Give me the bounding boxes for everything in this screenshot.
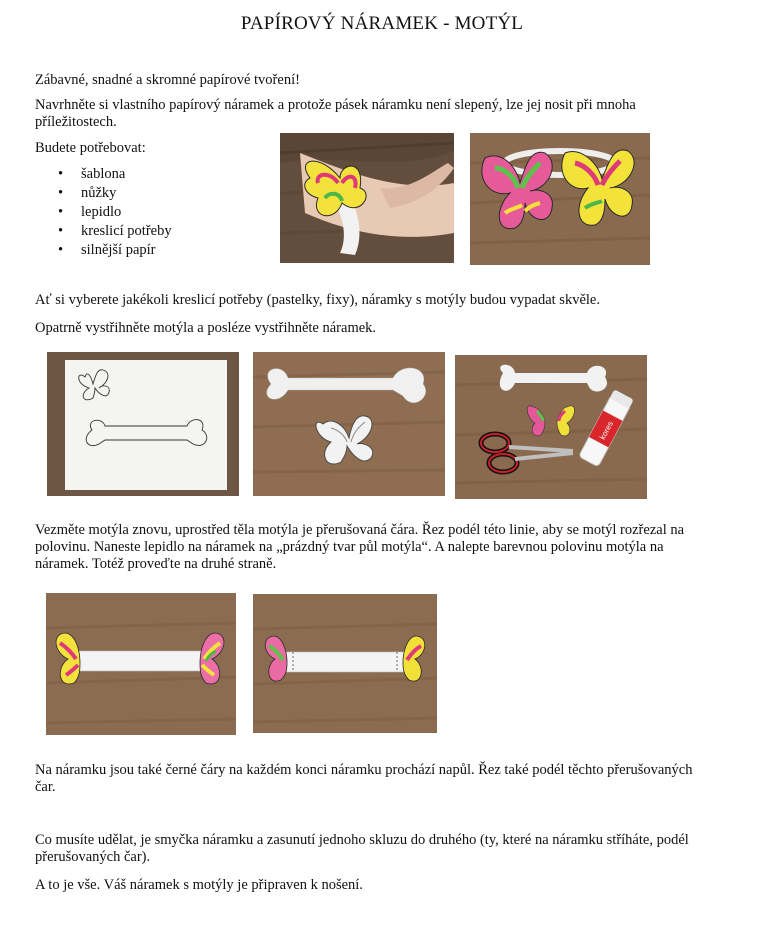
photo-tools-and-halves (455, 355, 647, 499)
list-item: • silnější papír (35, 241, 172, 260)
step-1-text: Ať si vyberete jakékoli kreslicí potřeby (pastelky, fixy), náramky s motýly budou vypadat skvěle. (35, 292, 600, 308)
list-item: • lepidlo (35, 203, 172, 222)
list-item: • nůžky (35, 184, 172, 203)
step-4-text: Na náramku jsou také černé čáry na každém konci náramku prochází napůl. Řez také podél těchto přerušovaných čar. (35, 762, 693, 795)
needs-list (35, 165, 172, 260)
photo-halves-glued-front (46, 593, 236, 735)
photo-bracelet-on-wrist (280, 133, 454, 263)
intro-line-1: Zábavné, snadné a skromné papírové tvoření! (35, 72, 300, 88)
step-5-text: Co musíte udělat, je smyčka náramku a zasunutí jednoho skluzu do druhého (ty, které na náramku stříháte, podél přerušovaných čar). (35, 832, 689, 865)
needs-label: Budete potřebovat: (35, 140, 146, 156)
photo-halves-glued-back (253, 594, 437, 733)
list-item: • kreslicí potřeby (35, 222, 172, 241)
glue-brand-label: kores (598, 419, 616, 442)
intro-line-2: Navrhněte si vlastního papírový náramek a protože pásek náramku není slepený, lze jej nosit při mnoha příležitostech. (35, 97, 636, 130)
list-item: • šablona (35, 165, 172, 184)
photo-cut-out-pieces (253, 352, 445, 496)
photo-finished-bracelets (470, 133, 650, 265)
photo-template-sheet (47, 352, 239, 496)
step-3-text: Vezměte motýla znovu, uprostřed těla motýla je přerušovaná čára. Řez podél této linie, aby se motýl rozřezal na polovinu. Naneste lepidlo na náramek na „prázdný tvar půl motýla“. A nalepte barevnou polovinu motýla na náramek. Totéž proveďte na druhé straně. (35, 522, 685, 572)
page-title: PAPÍROVÝ NÁRAMEK - MOTÝL (240, 13, 524, 34)
step-2-text: Opatrně vystřihněte motýla a posléze vystřihněte náramek. (35, 320, 377, 336)
step-6-text: A to je vše. Váš náramek s motýly je připraven k nošení. (35, 877, 363, 893)
